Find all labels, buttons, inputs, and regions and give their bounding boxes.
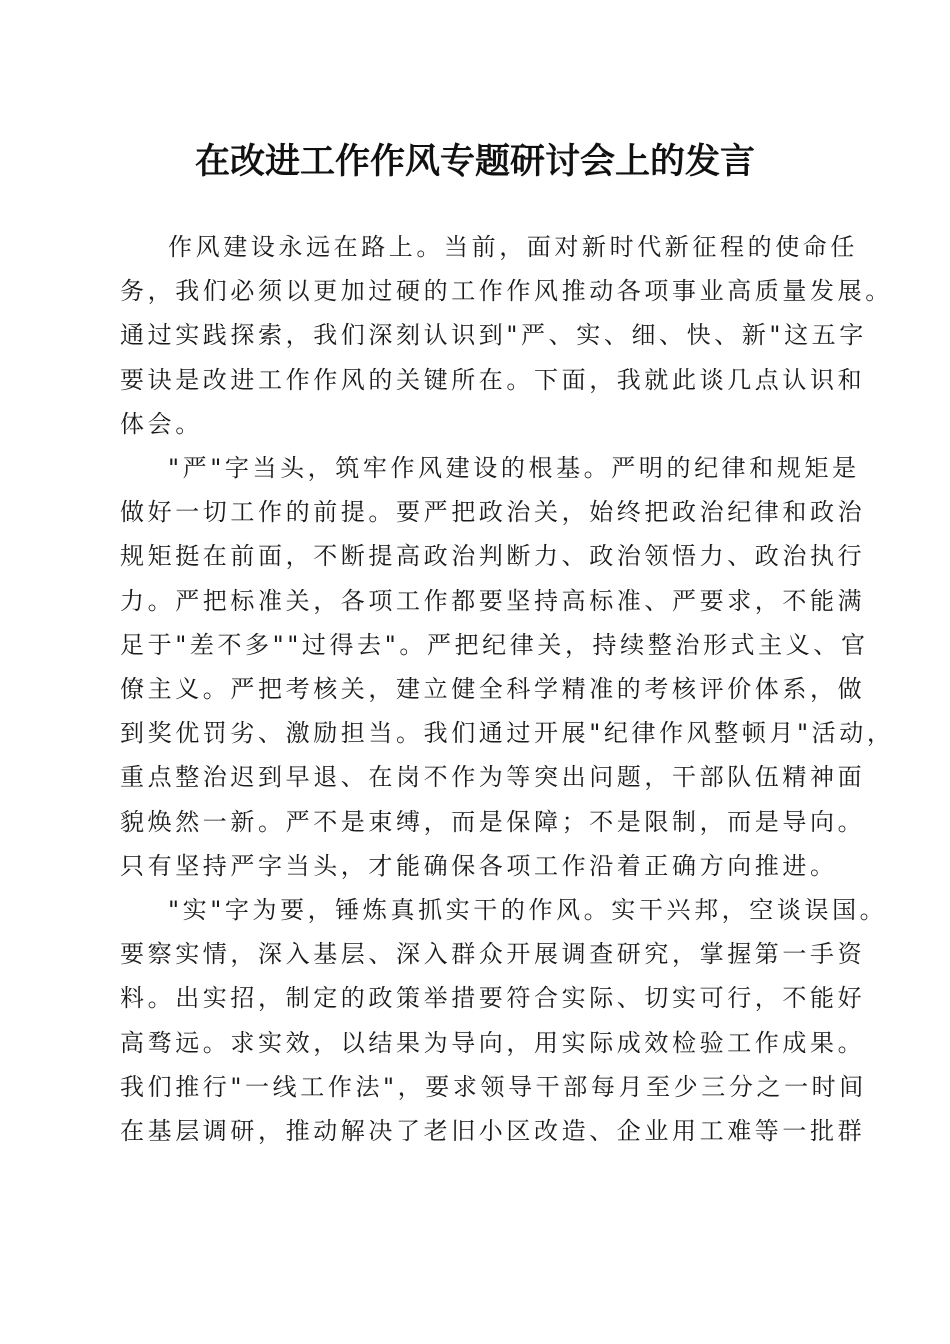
text-line: 做好一切工作的前提。要严把政治关，始终把政治纪律和政治 [120,498,866,527]
text-line: 务，我们必须以更加过硬的工作作风推动各项事业高质量发展。 [120,277,893,306]
document-body [120,225,895,1153]
text-line: 要察实情，深入基层、深入群众开展调查研究，掌握第一手资 [120,940,866,969]
paragraph-3 [120,888,888,1153]
text-line: 僚主义。严把考核关，建立健全科学精准的考核评价体系，做 [120,675,866,704]
text-line: 重点整治迟到早退、在岗不作为等突出问题，干部队伍精神面 [120,763,866,792]
text-line: 在基层调研，推动解决了老旧小区改造、企业用工难等一批群 [120,1117,866,1146]
text-line: "实"字为要，锤炼真抓实干的作风。实干兴邦，空谈误国。 [168,896,888,925]
text-line: 作风建设永远在路上。当前，面对新时代新征程的使命任 [168,233,858,261]
text-line: 我们推行"一线工作法"，要求领导干部每月至少三分之一时间 [120,1072,867,1101]
text-line: 貌焕然一新。严不是束缚，而是保障；不是限制，而是导向。 [120,807,866,836]
text-line: 只有坚持严字当头，才能确保各项工作沿着正确方向推进。 [120,851,838,880]
text-line: 高骛远。求实效，以结果为导向，用实际成效检验工作成果。 [120,1028,866,1057]
text-line: 到奖优罚劣、激励担当。我们通过开展"纪律作风整顿月"活动， [120,719,895,748]
document-title: 在改进工作作风专题研讨会上的发言 [194,141,755,182]
text-line: 规矩挺在前面，不断提高政治判断力、政治领悟力、政治执行 [120,542,866,571]
text-line: 力。严把标准关，各项工作都要坚持高标准、严要求，不能满 [120,586,866,615]
paragraph-1 [120,225,893,446]
text-line: 体会。 [120,409,203,438]
text-line: 要诀是改进工作作风的关键所在。下面，我就此谈几点认识和 [120,365,866,394]
text-line: "严"字当头，筑牢作风建设的根基。严明的纪律和规矩是 [168,454,860,483]
text-line: 通过实践探索，我们深刻认识到"严、实、细、快、新"这五字 [120,321,867,350]
text-line: 足于"差不多""过得去"。严把纪律关，持续整治形式主义、官 [120,630,869,659]
text-line: 料。出实招，制定的政策举措要符合实际、切实可行，不能好 [120,984,866,1013]
paragraph-2 [120,446,895,888]
